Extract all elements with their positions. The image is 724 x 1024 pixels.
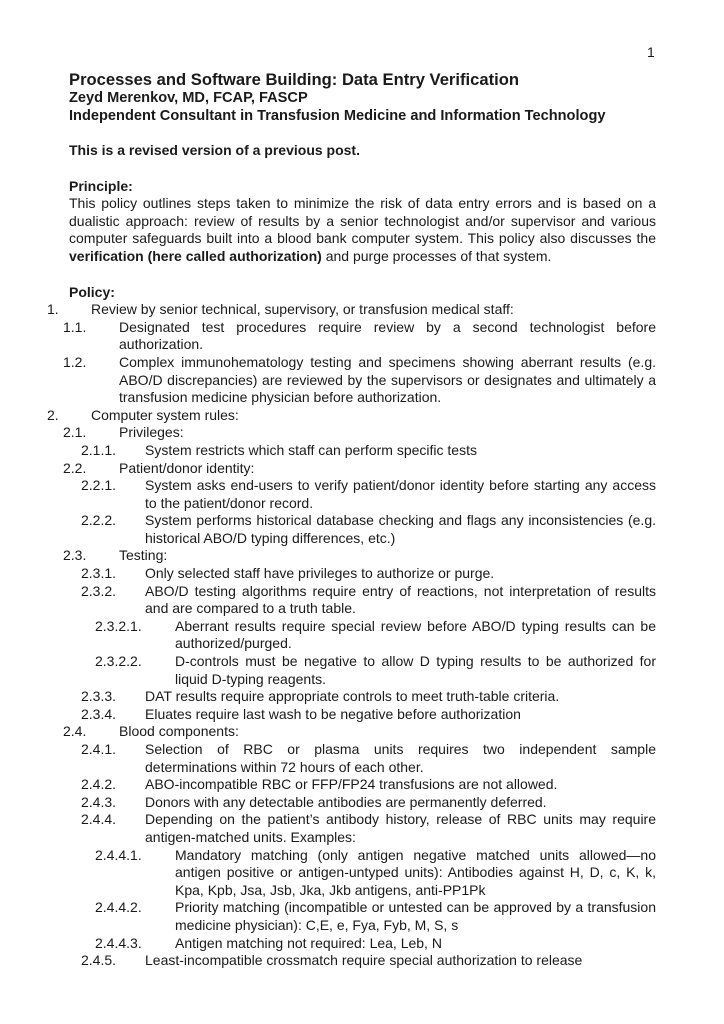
list-item: [95, 846, 656, 900]
item-text: Eluates require last wash to be negative before authorization: [145, 705, 521, 722]
item-number: 2.3.3.: [81, 688, 117, 705]
item-text: Privileges:: [119, 424, 184, 441]
item-number: 2.3.2.2.: [95, 653, 142, 670]
item-number: 2.3.2.1.: [95, 617, 142, 634]
list-item: [81, 441, 656, 460]
policy-list: [47, 301, 656, 970]
list-item: [81, 793, 656, 812]
list-item: [47, 406, 656, 425]
item-text: Review by senior technical, supervisory, or transfusion medical staff:: [91, 301, 514, 318]
item-text: ABO-incompatible RBC or FFP/FP24 transfusions are not allowed.: [145, 776, 558, 793]
list-item: [81, 565, 656, 583]
principle-text-start: This policy outlines steps taken to minimize the risk of data entry errors and is based on a dualistic approach: review of results by a senior technologist and/or supervisor and various computer safeguards built into a blood bank computer system. This policy also discusses the: [69, 195, 656, 247]
item-number: 2.4.4.3.: [95, 934, 142, 951]
list-item: [81, 705, 656, 724]
item-text: Blood components:: [119, 723, 239, 740]
item-text: Depending on the patient’s antibody history, release of RBC units may require antigen-matched units. Examples:: [145, 811, 656, 845]
item-text: Donors with any detectable antibodies are permanently deferred.: [145, 793, 547, 810]
item-text: Mandatory matching (only antigen negative matched units allowed—no antigen positive or antigen-untyped units): Antibodies against H, D, c, K, k, Kpa, Kpb, Jsa, Jsb, Jka, Jkb antigens, anti-PP1Pk: [175, 846, 656, 898]
item-text: ABO/D testing algorithms require entry of reactions, not interpretation of results and are compared to a truth table.: [145, 582, 656, 617]
item-number: 2.3.2.: [81, 582, 117, 599]
item-text: System asks end-users to verify patient/donor identity before starting any access to the patient/donor record.: [145, 477, 656, 511]
item-number: 2.4.4.: [81, 811, 117, 828]
item-number: 2.4.3.: [81, 793, 117, 810]
item-text: Designated test procedures require review by a second technologist before authorization.: [119, 318, 656, 353]
item-number: 2.2.: [63, 459, 87, 476]
item-number: 2.4.4.2.: [95, 899, 142, 916]
list-item: [63, 424, 656, 442]
list-item: [47, 301, 656, 319]
item-number: 2.1.1.: [81, 441, 117, 458]
list-item: [81, 741, 656, 776]
revision-note: This is a revised version of a previous post.: [69, 142, 360, 158]
page-number: 1: [647, 44, 655, 60]
item-text: Computer system rules:: [91, 406, 239, 423]
list-item: [63, 353, 656, 407]
document-body: [47, 70, 656, 970]
item-text: Patient/donor identity:: [119, 459, 255, 476]
item-number: 2.4.: [63, 723, 87, 740]
item-number: 2.3.: [63, 547, 87, 564]
list-item: [81, 776, 656, 794]
item-number: 1.: [47, 301, 59, 318]
item-number: 2.2.2.: [81, 512, 117, 529]
policy-heading: Policy:: [69, 283, 115, 300]
item-text: DAT results require appropriate controls to meet truth-table criteria.: [145, 688, 560, 705]
item-number: 1.1.: [63, 318, 87, 335]
item-number: 2.4.5.: [81, 952, 117, 969]
list-item: [95, 934, 656, 953]
item-text: Least-incompatible crossmatch require special authorization to release: [145, 952, 583, 969]
list-item: [81, 811, 656, 846]
item-number: 2.3.1.: [81, 565, 117, 582]
list-item: [63, 547, 656, 565]
list-item: [95, 617, 656, 653]
item-text: Aberrant results require special review before ABO/D typing results can be authorized/purged.: [175, 617, 656, 652]
principle-text-end: and purge processes of that system.: [321, 247, 552, 264]
item-number: 2.2.1.: [81, 477, 117, 494]
item-text: Priority matching (incompatible or untested can be approved by a transfusion medicine physician): C,E, e, Fya, Fyb, M, S, s: [175, 899, 656, 933]
item-number: 2.1.: [63, 424, 87, 441]
list-item: [81, 512, 656, 547]
item-text: Testing:: [119, 547, 168, 564]
item-number: 2.: [47, 406, 59, 423]
list-item: [81, 582, 656, 618]
item-text: System restricts which staff can perform specific tests: [145, 441, 477, 458]
item-number: 2.3.4.: [81, 705, 117, 722]
item-number: 1.2.: [63, 353, 87, 370]
item-number: 2.4.2.: [81, 776, 117, 793]
list-item: [81, 477, 656, 512]
principle-text-bold: verification (here called authorization): [69, 247, 322, 264]
item-text: Only selected staff have privileges to authorize or purge.: [145, 565, 495, 582]
list-item: [95, 653, 656, 688]
list-item: [63, 723, 656, 741]
list-item: [95, 899, 656, 934]
item-text: Complex immunohematology testing and specimens showing aberrant results (e.g. ABO/D discrepancies) are reviewed by the supervisors or designates and ultimately a transfusion medicine physician before authorization.: [119, 353, 656, 406]
item-number: 2.4.1.: [81, 741, 117, 757]
list-item: [81, 952, 656, 970]
item-text: D-controls must be negative to allow D typing results to be authorized for liquid D-typing reagents.: [175, 653, 656, 687]
list-item: [81, 688, 656, 706]
principle-heading: Principle:: [69, 177, 133, 194]
author-name: Zeyd Merenkov, MD, FCAP, FASCP: [69, 90, 308, 106]
item-text: Antigen matching not required: Lea, Leb, N: [175, 934, 442, 951]
document-title: Processes and Software Building: Data Entry Verification: [69, 70, 519, 89]
list-item: [63, 318, 656, 354]
list-item: [63, 459, 656, 478]
item-number: 2.4.4.1.: [95, 846, 142, 863]
item-text: System performs historical database checking and flags any inconsistencies (e.g. historical ABO/D typing differences, etc.): [145, 512, 656, 546]
principle-paragraph: [69, 195, 656, 265]
item-text: Selection of RBC or plasma units requires two independent sample determinations within 72 hours of each other.: [145, 741, 656, 775]
author-affiliation: Independent Consultant in Transfusion Medicine and Information Technology: [69, 108, 606, 124]
